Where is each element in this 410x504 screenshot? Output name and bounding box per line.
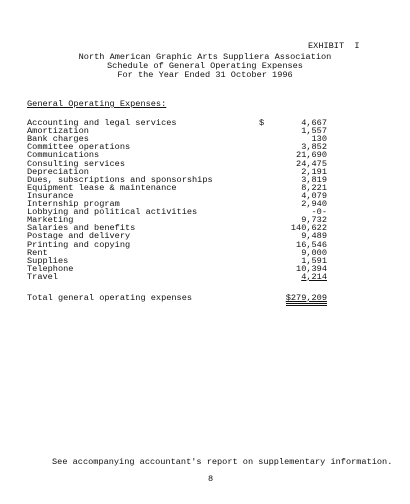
expense-amount: 8,221 <box>301 182 327 193</box>
expense-amount: 140,622 <box>290 223 327 234</box>
expense-amount: 4,214 <box>301 271 327 282</box>
exhibit-label: EXHIBIT I <box>308 41 360 51</box>
expense-amount: 3,819 <box>301 174 327 185</box>
currency-symbol: $ <box>259 118 265 128</box>
expense-label: Postage and delivery <box>27 231 131 242</box>
expense-amount: 2,191 <box>301 166 327 177</box>
expense-label: Internship program <box>27 199 120 209</box>
expense-label: Salaries and benefits <box>27 223 136 234</box>
expense-label: Lobbying and political activities <box>27 207 198 218</box>
expense-row <box>27 273 327 282</box>
expense-amount: 1,591 <box>301 255 327 266</box>
expense-amount: 16,546 <box>296 239 327 250</box>
expense-label: Rent <box>27 247 48 258</box>
expense-label: Depreciation <box>27 166 89 177</box>
expense-label: Consulting services <box>27 158 125 169</box>
expense-label: Supplies <box>27 255 69 266</box>
expense-amount: 130 <box>311 134 327 145</box>
expense-amount: -0- <box>311 207 327 218</box>
expense-label: Communications <box>27 150 100 161</box>
expense-label: Travel <box>27 271 58 282</box>
expense-amount: 10,394 <box>296 263 327 274</box>
total-label: Total general operating expenses <box>27 293 193 303</box>
section-heading: General Operating Expenses: <box>27 99 167 109</box>
expense-label: Printing and copying <box>27 239 131 250</box>
expense-label: Bank charges <box>27 134 89 145</box>
total-row <box>27 294 327 303</box>
schedule-title: Schedule of General Operating Expenses <box>107 61 303 71</box>
expense-label: Equipment lease & maintenance <box>27 182 177 193</box>
expense-amount: 9,489 <box>301 231 327 242</box>
expense-label: Insurance <box>27 190 74 201</box>
period-line: For the Year Ended 31 October 1996 <box>117 70 293 80</box>
expense-amount: 4,667 <box>301 118 327 128</box>
expense-label: Marketing <box>27 215 74 226</box>
association-name: North American Graphic Arts Suppliera Association <box>78 52 332 62</box>
expense-label: Committee operations <box>27 142 131 153</box>
expense-amount: 21,690 <box>296 150 327 161</box>
expense-label: Amortization <box>27 126 89 137</box>
expense-amount: 1,557 <box>301 126 327 137</box>
expense-amount: 2,940 <box>301 199 327 209</box>
expense-amount: 9,000 <box>301 247 327 258</box>
expense-label: Accounting and legal services <box>27 118 177 128</box>
expense-amount: 4,079 <box>301 190 327 201</box>
expense-amount: 24,475 <box>296 158 327 169</box>
expense-label: Dues, subscriptions and sponsorships <box>27 174 213 185</box>
footer-note: See accompanying accountant's report on supplementary information. <box>52 457 393 467</box>
page-number: 8 <box>208 474 214 484</box>
total-amount: $279,209 <box>286 294 327 306</box>
expense-amount: 9,732 <box>301 215 327 226</box>
expense-amount: 3,852 <box>301 142 327 153</box>
expense-label: Telephone <box>27 263 74 274</box>
